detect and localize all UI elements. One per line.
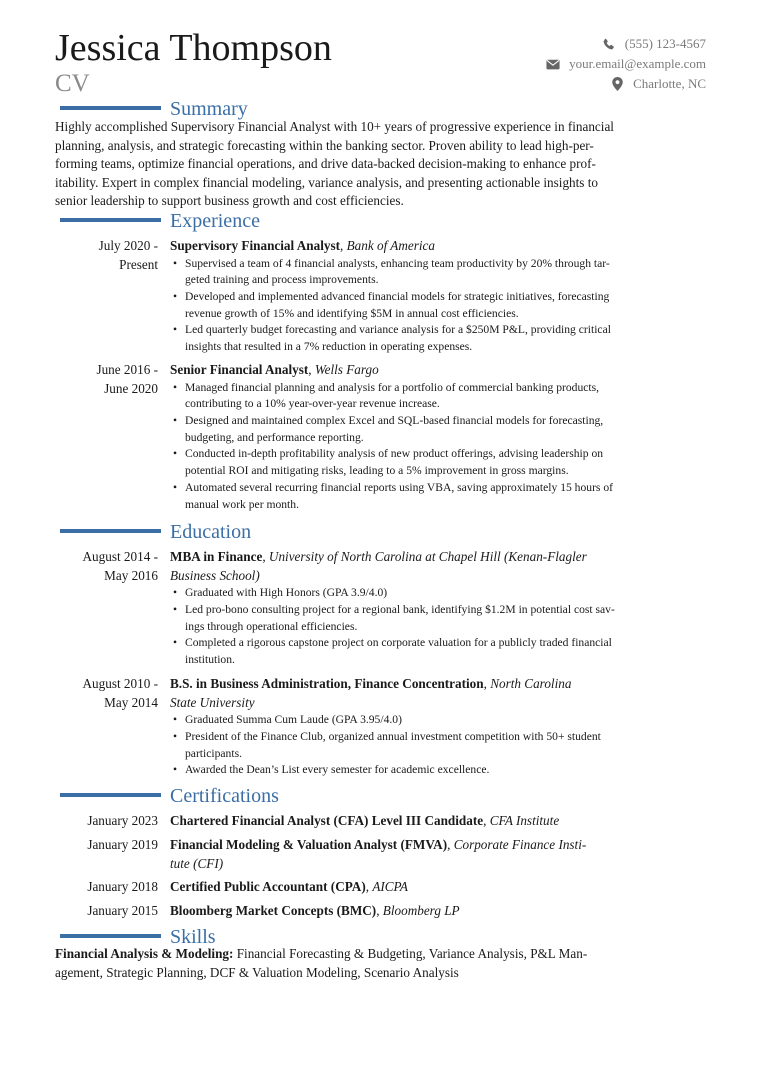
bullet-line: budgeting, and performance reporting. (185, 430, 364, 444)
bullet-line: Conducted in-depth profitability analysis of new product offerings, advising leadership on (185, 447, 604, 461)
bullet-line: Graduated with High Honors (GPA 3.9/4.0) (185, 586, 388, 600)
cert-body (170, 836, 700, 873)
list-item (170, 380, 700, 413)
entry-title: Senior Financial Analyst (170, 362, 309, 377)
email-link[interactable]: your.email@example.com (569, 56, 706, 71)
certification-entry (55, 812, 705, 832)
summary-line: Highly accomplished Supervisory Financial Analyst with 10+ years of progressive experience in financial (55, 119, 614, 134)
bullet-line: President of the Finance Club, organized annual investment competition with 50+ student (185, 729, 601, 743)
section-accent-bar (60, 218, 161, 222)
bullet-list (170, 585, 700, 669)
date-end: May 2016 (104, 567, 158, 583)
skills-list: Financial Forecasting & Budgeting, Variance Analysis, P&L Man- (233, 946, 588, 961)
phone-icon (602, 37, 616, 51)
certification-entry (55, 836, 705, 871)
entry-org: North Carolina (490, 676, 572, 691)
bullet-line: institution. (185, 653, 235, 666)
entry-org: Bank of America (346, 238, 435, 253)
skills-category-label: Financial Analysis & Modeling: (55, 946, 234, 961)
bullet-line: geted training and process improvements. (185, 273, 379, 287)
cert-title: Chartered Financial Analyst (CFA) Level III Candidate (170, 813, 484, 828)
date-end: Present (119, 256, 158, 272)
bullet-list (170, 256, 700, 356)
cert-org: Bloomberg LP (382, 903, 460, 918)
cert-date: January 2023 (87, 813, 158, 828)
separator: , (447, 837, 454, 852)
bullet-line: Completed a rigorous capstone project on corporate valuation for a publicly traded financial (185, 636, 612, 650)
bullet-line: Supervised a team of 4 financial analysts, enhancing team productivity by 20% through tar- (185, 256, 610, 270)
bullet-line: Automated several recurring financial reports using VBA, saving approximately 15 hours of (185, 480, 614, 494)
contact-email (546, 54, 706, 74)
date-end: May 2014 (104, 694, 158, 710)
bullet-line: Graduated Summa Cum Laude (GPA 3.95/4.0) (185, 713, 402, 727)
bullet-list (170, 380, 700, 514)
entry-heading (170, 675, 700, 712)
list-item (170, 762, 700, 779)
list-item (170, 712, 700, 729)
cert-date: January 2015 (87, 903, 158, 918)
list-item (170, 480, 700, 513)
cert-date: January 2018 (87, 879, 158, 894)
summary-line: forming teams, optimize financial operations, and drive data-backed decision-making to enhance prof- (55, 156, 596, 172)
separator: , (308, 362, 315, 377)
bullet-line: revenue growth of 15% and identifying $5M in annual cost efficiencies. (185, 306, 519, 320)
separator: , (365, 879, 373, 894)
separator: , (483, 813, 490, 828)
entry-org: Wells Fargo (314, 362, 379, 377)
contact-phone (546, 34, 706, 54)
list-item (170, 635, 700, 668)
entry-dates (55, 237, 158, 274)
section-title: Summary (170, 98, 248, 120)
list-item (170, 729, 700, 762)
bullet-line: Awarded the Dean’s List every semester for academic excellence. (185, 763, 490, 777)
section-accent-bar (60, 529, 161, 533)
date-start: August 2010 - (82, 676, 158, 691)
date-start: July 2020 - (98, 238, 158, 253)
summary-line: planning, analysis, and strategic forecasting within the banking sector. Proven ability to lead high-per- (55, 137, 594, 153)
section-accent-bar (60, 793, 161, 797)
cert-org: CFA Institute (489, 813, 560, 828)
separator: , (376, 903, 383, 918)
entry-title: Supervisory Financial Analyst (170, 238, 340, 253)
section-title: Skills (170, 926, 216, 948)
entry-body (170, 237, 700, 356)
list-item (170, 289, 700, 322)
bullet-line: participants. (185, 746, 242, 760)
cert-org-continued: tute (CFI) (170, 855, 224, 871)
bullet-line: insights that resulted in a 7% reduction in operating expenses. (185, 340, 473, 354)
cert-body (170, 878, 700, 897)
separator: , (340, 238, 347, 253)
entry-body (170, 675, 700, 779)
skills-list-continued: agement, Strategic Planning, DCF & Valuation Modeling, Scenario Analysis (55, 964, 459, 980)
entry-body (170, 548, 700, 669)
entry-title: MBA in Finance (170, 549, 263, 564)
bullet-line: Led pro-bono consulting project for a regional bank, identifying $1.2M in potential cost sav- (185, 602, 615, 616)
list-item (170, 585, 700, 602)
bullet-line: Led quarterly budget forecasting and variance analysis for a $250M P&L, providing critical (185, 323, 611, 337)
section-title: Education (170, 521, 252, 543)
envelope-icon (546, 57, 560, 71)
contact-block (546, 34, 706, 94)
list-item (170, 256, 700, 289)
list-item (170, 446, 700, 479)
cert-org: Corporate Finance Insti- (453, 837, 587, 852)
summary-line: senior leadership to support business growth and cost efficiencies. (55, 193, 404, 209)
map-pin-icon (610, 77, 624, 91)
bullet-list (170, 712, 700, 779)
certification-entry (55, 902, 705, 922)
entry-title: B.S. in Business Administration, Finance Concentration (170, 676, 484, 691)
section-title: Experience (170, 210, 260, 232)
cert-title: Certified Public Accountant (CPA) (170, 879, 366, 894)
date-start: June 2016 - (96, 362, 158, 377)
phone-text: (555) 123-4567 (624, 36, 706, 51)
summary-paragraph (55, 118, 703, 211)
list-item (170, 602, 700, 635)
separator: , (262, 549, 269, 564)
entry-body (170, 361, 700, 513)
candidate-name: Jessica Thompson (55, 27, 332, 69)
bullet-line: ings through operational efficiencies. (185, 619, 358, 633)
cert-org: AICPA (372, 879, 408, 894)
bullet-line: manual work per month. (185, 497, 299, 511)
cert-body (170, 902, 700, 921)
location-text: Charlotte, NC (633, 76, 706, 91)
entry-dates (55, 361, 158, 398)
cert-title: Financial Modeling & Valuation Analyst (FMVA) (170, 837, 448, 852)
summary-line: itability. Expert in complex financial modeling, variance analysis, and presenting actionable insights to (55, 174, 598, 190)
certification-entry (55, 878, 705, 898)
section-accent-bar (60, 934, 161, 938)
date-start: August 2014 - (82, 549, 158, 564)
entry-org-continued: State University (170, 694, 255, 710)
section-accent-bar (60, 106, 161, 110)
bullet-line: potential ROI and mitigating risks, leading to a 5% improvement in gross margins. (185, 464, 569, 478)
cert-title: Bloomberg Market Concepts (BMC) (170, 903, 377, 918)
entry-heading (170, 237, 700, 256)
entry-dates (55, 548, 158, 585)
list-item (170, 322, 700, 355)
bullet-line: Developed and implemented advanced financial models for strategic initiatives, forecasting (185, 290, 610, 303)
separator: , (483, 676, 491, 691)
skills-paragraph (55, 945, 703, 982)
date-end: June 2020 (104, 380, 158, 396)
cert-body (170, 812, 700, 831)
entry-heading (170, 548, 700, 585)
entry-dates (55, 675, 158, 712)
section-title: Certifications (170, 785, 279, 807)
cert-date: January 2019 (87, 837, 158, 852)
contact-location (546, 74, 706, 94)
bullet-line: Designed and maintained complex Excel and SQL-based financial models for forecasting, (185, 414, 604, 427)
list-item (170, 413, 700, 446)
entry-org-continued: Business School) (170, 567, 260, 583)
bullet-line: contributing to a 10% year-over-year revenue increase. (185, 397, 440, 411)
entry-org: University of North Carolina at Chapel Hill (Kenan-Flagler (268, 549, 587, 564)
document-subtitle: CV (55, 70, 90, 97)
entry-heading (170, 361, 700, 380)
bullet-line: Managed financial planning and analysis for a portfolio of commercial banking products, (185, 380, 600, 394)
